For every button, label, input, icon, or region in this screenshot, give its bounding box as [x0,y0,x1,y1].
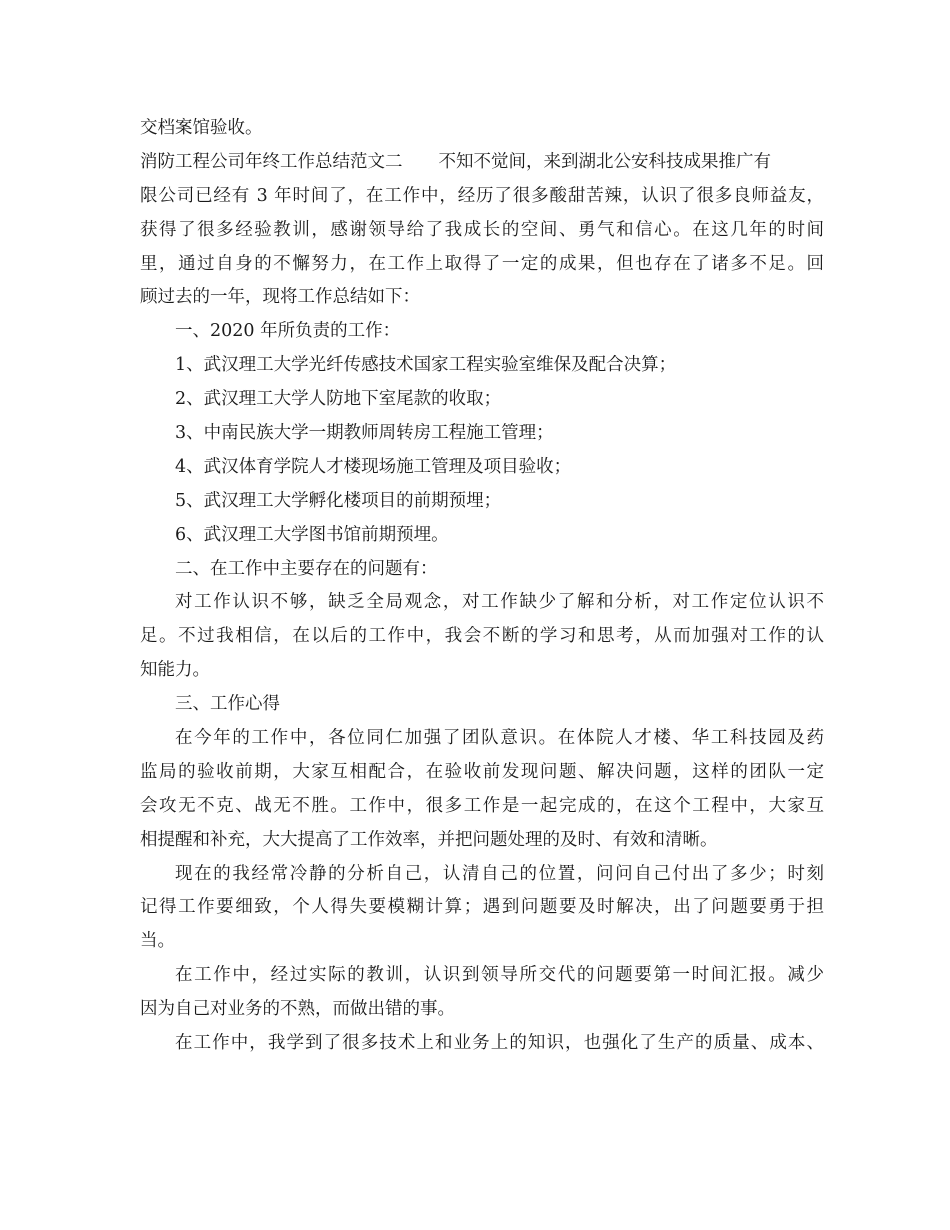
list-heading: 三、工作心得 [175,694,280,715]
text-line: 记得工作要细致，个人得失要模糊计算；遇到问题要及时解决，出了问题要勇于担 [140,897,824,918]
text-line: 会攻无不克、战无不胜。工作中，很多工作是一起完成的，在这个工程中，大家互 [140,795,824,816]
text-line: 在工作中，经过实际的教训，认识到领导所交代的问题要第一时间汇报。减少 [175,965,824,986]
text-line: 监局的验收前期，大家互相配合，在验收前发现问题、解决问题，这样的团队一定 [140,761,824,782]
list-item: 1、武汉理工大学光纤传感技术国家工程实验室维保及配合决算； [175,355,677,376]
text-line-heading [140,146,824,180]
text-line: 现在的我经常冷静的分析自己，认清自己的位置，问问自己付出了多少；时刻 [175,863,824,884]
list-item: 4、武汉体育学院人才楼现场施工管理及项目验收； [175,456,572,477]
list-item: 6、武汉理工大学图书馆前期预埋。 [175,524,449,545]
text-line: 限公司已经有 3 年时间了，在工作中，经历了很多酸甜苦辣，认识了很多良师益友， [140,185,824,206]
text-line: 获得了很多经验教训，感谢领导给了我成长的空间、勇气和信心。在这几年的时间 [140,219,824,240]
text-line: 顾过去的一年，现将工作总结如下： [140,287,420,308]
text-line: 里，通过自身的不懈努力，在工作上取得了一定的成果，但也存在了诸多不足。回 [140,253,824,274]
text-line: 知能力。 [140,660,210,681]
list-heading: 一、2020 年所负责的工作： [175,321,401,342]
list-heading: 二、在工作中主要存在的问题有： [175,558,438,579]
text-line: 相提醒和补充，大大提高了工作效率，并把问题处理的及时、有效和清晰。 [140,829,718,850]
text-line: 对工作认识不够，缺乏全局观念，对工作缺少了解和分析，对工作定位认识不 [175,592,824,613]
list-item: 2、武汉理工大学人防地下室尾款的收取； [175,389,502,410]
text-line: 在今年的工作中，各位同仁加强了团队意识。在体院人才楼、华工科技园及药 [175,728,824,749]
document-page [140,112,824,1061]
paragraph-start: 不知不觉间，来到湖北公安科技成果推广有 [438,151,771,172]
text-line: 在工作中，我学到了很多技术上和业务上的知识，也强化了生产的质量、成本、 [175,1033,824,1054]
text-line: 因为自己对业务的不熟，而做出错的事。 [140,999,455,1020]
list-item: 3、中南民族大学一期教师周转房工程施工管理； [175,423,554,444]
text-line: 交档案馆验收。 [140,118,263,138]
text-line: 足。不过我相信，在以后的工作中，我会不断的学习和思考，从而加强对工作的认 [140,626,824,647]
text-line: 当。 [140,931,175,952]
section-heading: 消防工程公司年终工作总结范文二 [140,151,403,172]
list-item: 5、武汉理工大学孵化楼项目的前期预埋； [175,490,502,511]
